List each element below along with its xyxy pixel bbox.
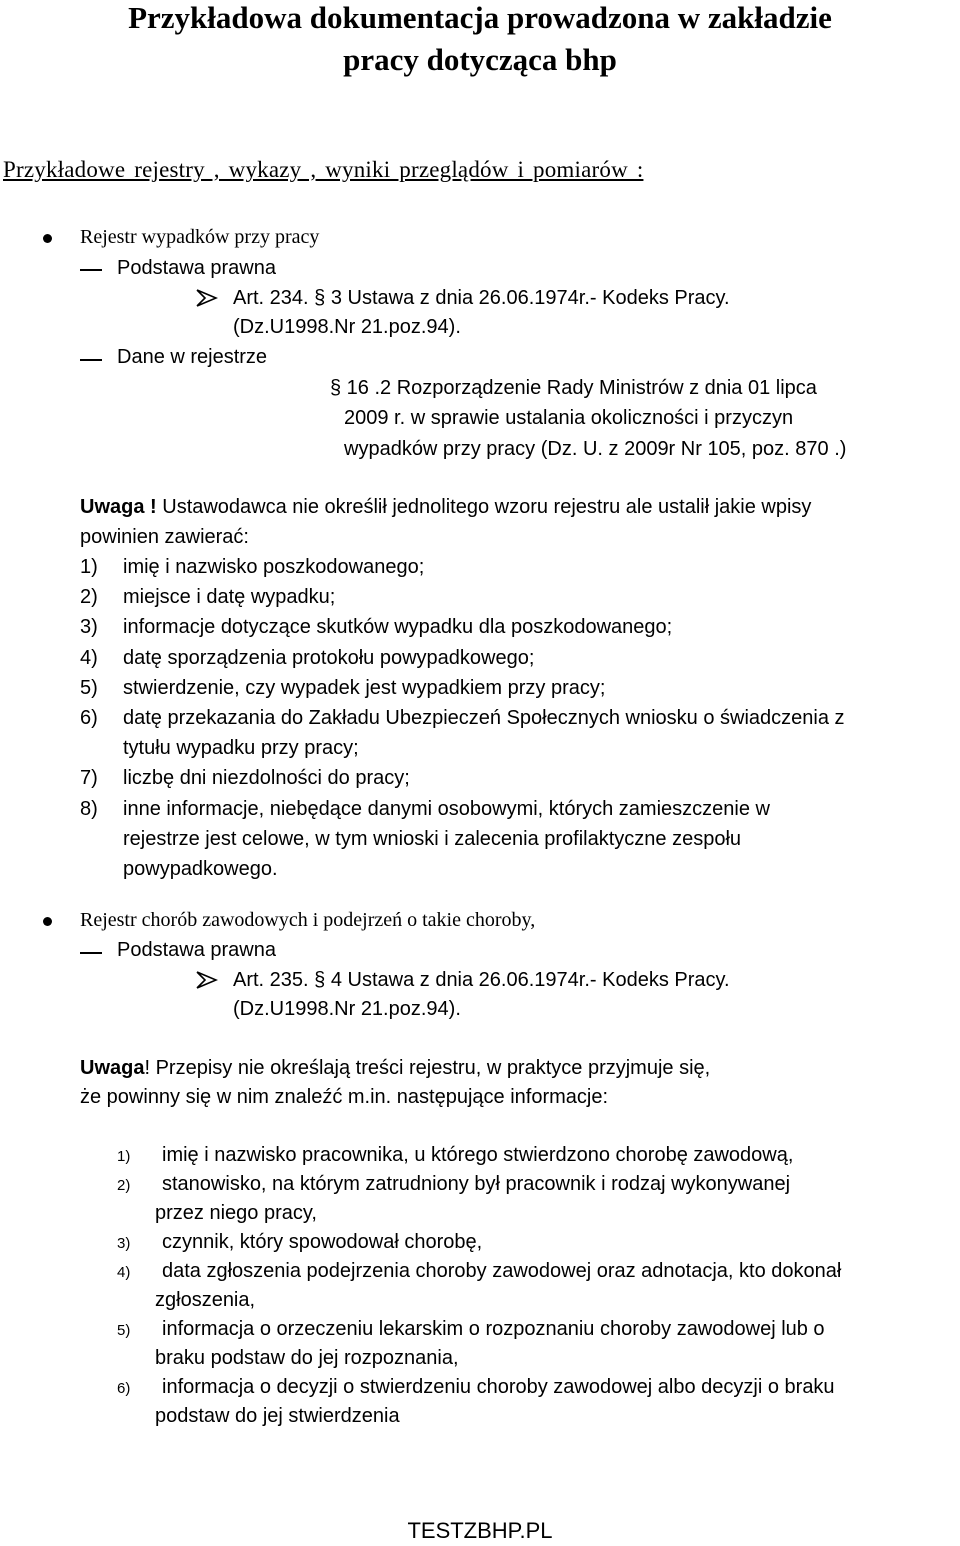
list-item-number: 3) <box>117 1235 131 1252</box>
list-item-number: 8) <box>80 797 98 820</box>
list-item-number: 6) <box>80 707 98 729</box>
list-item: tytułu wypadku przy pracy; <box>123 737 359 760</box>
arrow-bullet-icon <box>196 971 218 989</box>
section1-legal-ref-line2: (Dz.U1998.Nr 21.poz.94). <box>233 316 461 338</box>
list-item: informacje dotyczące skutków wypadku dla poszkodowanego; <box>123 616 673 639</box>
section1-note <box>80 496 811 519</box>
regulation-line3: wypadków przy pracy (Dz. U. z 2009r Nr 105, poz. 870 .) <box>344 438 847 460</box>
section1-legal-ref-line1: Art. 234. § 3 Ustawa z dnia 26.06.1974r.- Kodeks Pracy. <box>233 287 730 309</box>
list-item: stanowisko, na którym zatrudniony był pracownik i rodzaj wykonywanej <box>162 1173 791 1195</box>
list-item: informacja o orzeczeniu lekarskim o rozpoznaniu choroby zawodowej lub o <box>162 1318 825 1340</box>
arrow-bullet-icon <box>196 289 218 307</box>
list-item: miejsce i datę wypadku; <box>123 586 336 609</box>
list-item-number: 3) <box>80 616 98 639</box>
dash-icon <box>80 359 102 361</box>
list-item: datę przekazania do Zakładu Ubezpieczeń Społecznych wniosku o świadczenia z <box>123 707 845 729</box>
list-item: podstaw do jej stwierdzenia <box>155 1405 400 1427</box>
list-item-number: 4) <box>117 1264 131 1281</box>
footer-watermark: TESTZBHP.PL <box>407 1518 553 1543</box>
list-item: zgłoszenia, <box>155 1289 256 1311</box>
list-item-number: 4) <box>80 646 98 669</box>
subtitle: Przykładowe rejestry , wykazy , wyniki przeglądów i pomiarów : <box>3 157 644 182</box>
list-item-number: 2) <box>117 1177 131 1194</box>
list-item: imię i nazwisko poszkodowanego; <box>123 556 425 578</box>
list-item: rejestrze jest celowe, w tym wnioski i zalecenia profilaktyczne zespołu <box>123 827 742 850</box>
section2-heading: Rejestr chorób zawodowych i podejrzeń o takie choroby, <box>80 909 536 931</box>
list-item: imię i nazwisko pracownika, u którego stwierdzono chorobę zawodową, <box>162 1144 794 1166</box>
section1-heading: Rejestr wypadków przy pracy <box>80 226 320 248</box>
list-item: liczbę dni niezdolności do pracy; <box>123 767 410 790</box>
section2-legal-ref-line2: (Dz.U1998.Nr 21.poz.94). <box>233 998 461 1020</box>
section1-note-line2: powinien zawierać: <box>80 526 249 548</box>
list-item: informacja o decyzji o stwierdzeniu choroby zawodowej albo decyzji o braku <box>162 1376 835 1398</box>
section1-legal-basis-label: Podstawa prawna <box>117 257 276 279</box>
dash-icon <box>80 269 102 271</box>
list-item-number: 6) <box>117 1380 131 1397</box>
bullet-icon <box>43 917 52 926</box>
list-item-number: 2) <box>80 586 98 609</box>
list-item: braku podstaw do jej rozpoznania, <box>155 1347 459 1369</box>
list-item: datę sporządzenia protokołu powypadkowego; <box>123 646 535 669</box>
section2-note <box>80 1057 710 1080</box>
list-item-number: 1) <box>80 556 98 578</box>
section2-legal-basis-label: Podstawa prawna <box>117 939 276 961</box>
title-line-1: Przykładowa dokumentacja prowadzona w zakładzie <box>128 0 832 35</box>
note-label: Uwaga <box>80 1057 145 1079</box>
section2-legal-ref-line1: Art. 235. § 4 Ustawa z dnia 26.06.1974r.- Kodeks Pracy. <box>233 969 730 991</box>
list-item-number: 7) <box>80 767 98 790</box>
bullet-icon <box>43 234 52 243</box>
list-item: przez niego pracy, <box>155 1202 317 1224</box>
list-item-number: 5) <box>117 1322 131 1339</box>
dash-icon <box>80 952 102 954</box>
list-item: powypadkowego. <box>123 858 278 880</box>
section2-note-line2: że powinny się w nim znaleźć m.in. następujące informacje: <box>80 1086 609 1108</box>
regulation-line2: 2009 r. w sprawie ustalania okoliczności i przyczyn <box>344 407 794 429</box>
title-line-2: pracy dotycząca bhp <box>343 42 617 77</box>
list-item-number: 5) <box>80 676 98 699</box>
section1-register-data-label: Dane w rejestrze <box>117 346 268 368</box>
list-item: stwierdzenie, czy wypadek jest wypadkiem przy pracy; <box>123 676 606 699</box>
list-item: data zgłoszenia podejrzenia choroby zawodowej oraz adnotacja, kto dokonał <box>162 1260 842 1282</box>
regulation-line1: § 16 .2 Rozporządzenie Rady Ministrów z dnia 01 lipca <box>330 377 817 399</box>
note-label: Uwaga ! <box>80 496 157 518</box>
note-text: Ustawodawca nie określił jednolitego wzoru rejestru ale ustalił jakie wpisy <box>156 496 812 518</box>
note-text: ! Przepisy nie określają treści rejestru, w praktyce przyjmuje się, <box>144 1057 711 1079</box>
list-item-number: 1) <box>117 1148 131 1165</box>
list-item: czynnik, który spowodował chorobę, <box>162 1231 483 1253</box>
list-item: inne informacje, niebędące danymi osobowymi, których zamieszczenie w <box>123 797 770 820</box>
